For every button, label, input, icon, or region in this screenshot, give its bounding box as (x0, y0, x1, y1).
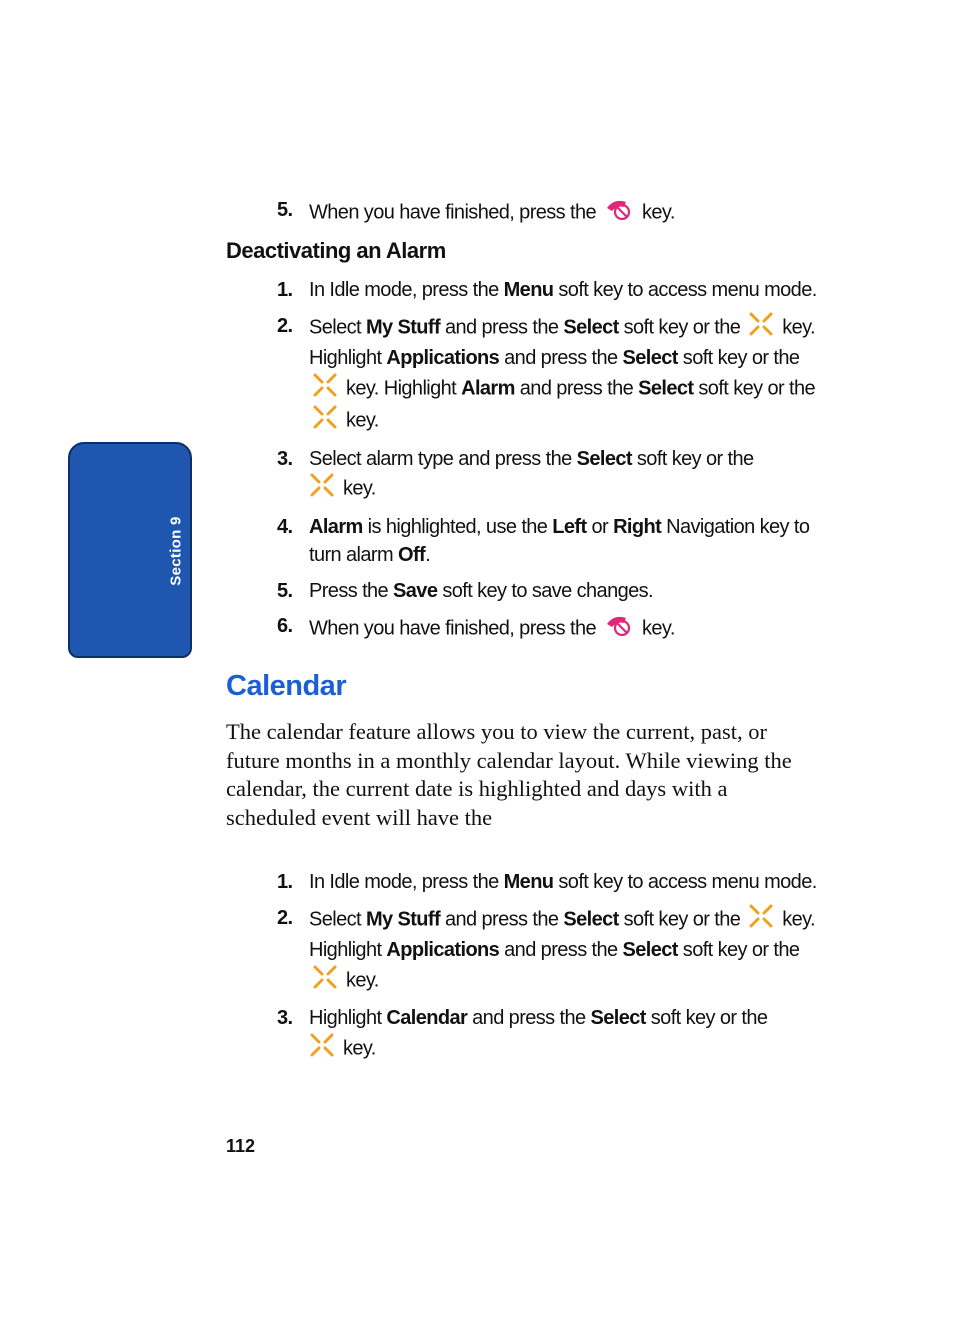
step-bold: Alarm (309, 515, 363, 538)
step-text: key. Highlight (309, 908, 815, 961)
end-key-icon (604, 196, 634, 231)
step-number: 6. (277, 615, 293, 637)
list-item (277, 312, 817, 438)
step-text: and press the (440, 908, 564, 931)
step-text: soft key or the (677, 347, 800, 369)
step-bold: Left (552, 515, 587, 538)
step-text: soft key to save changes. (437, 579, 653, 602)
step-text: Select (309, 908, 366, 931)
list-item (277, 445, 817, 506)
step-bold: Calendar (386, 1007, 468, 1029)
list-item (277, 513, 817, 570)
step-bold: My Stuff (365, 908, 441, 931)
list-item (277, 868, 817, 897)
step-bold: Right (613, 515, 662, 538)
step-number: 1. (277, 871, 293, 893)
page-number: 112 (226, 1136, 256, 1156)
step-number: 2. (277, 314, 293, 337)
step-number: 1. (277, 279, 293, 301)
step-bold: My Stuff (365, 316, 441, 339)
step-text: soft key or the (631, 447, 754, 470)
list-item (277, 276, 817, 305)
step-number: 2. (277, 906, 293, 929)
step-bold: Select (622, 347, 678, 369)
deactivate-step-list (277, 276, 817, 647)
step-text: When you have finished, press the (309, 617, 597, 640)
list-item (277, 1004, 817, 1065)
step-bold: Select (563, 316, 619, 339)
list-item (277, 904, 817, 998)
step-text: soft key or the (693, 377, 816, 400)
step-text: soft key to access menu mode. (553, 279, 817, 301)
step-text: and press the (499, 939, 623, 961)
step-bold: Off (398, 544, 426, 566)
step-text: key. (641, 617, 675, 640)
subheading: Deactivating an Alarm (226, 238, 446, 263)
step-text: is highlighted (362, 515, 477, 538)
step-text: soft key or the (677, 939, 800, 961)
step-text: soft key or the (618, 908, 741, 931)
step-text: Select (309, 316, 366, 339)
step-text: and press the (440, 316, 564, 339)
step-bold: Select (622, 939, 678, 961)
step-text: key. (342, 477, 376, 500)
step-text: or (586, 515, 614, 538)
step-text: key. (641, 201, 675, 224)
nav-key-icon (312, 373, 338, 406)
step-text: soft key or the (618, 316, 741, 339)
step-bold: Select (590, 1007, 646, 1029)
step-bold: Menu (503, 871, 554, 893)
list-item (277, 196, 817, 231)
step-text: Navigation key to turn alarm (309, 515, 810, 566)
step-number: 4. (277, 515, 293, 538)
step-bold: Select (563, 908, 619, 931)
step-bold: Alarm (461, 377, 515, 400)
list-item (277, 612, 817, 647)
section-title: Calendar (226, 670, 347, 702)
list-item (277, 577, 817, 606)
top-step-list (277, 196, 817, 231)
step-text: In Idle mode, press the (309, 279, 504, 301)
step-bold: Select (576, 447, 632, 470)
step-number: 5. (277, 579, 293, 602)
nav-key-icon (309, 473, 335, 506)
step-text: key. (342, 1037, 376, 1060)
step-text: . (425, 544, 431, 566)
step-text: key. Highlight (345, 377, 462, 400)
step-text: and press the (467, 1007, 591, 1029)
step-text: Highlight (309, 1007, 387, 1029)
step-bold: Applications (386, 347, 500, 369)
step-number: 3. (277, 1007, 293, 1029)
calendar-step-list (277, 868, 817, 1065)
step-bold: Applications (386, 939, 500, 961)
step-text: key. (345, 409, 379, 432)
nav-key-icon (309, 1033, 335, 1066)
step-text: In Idle mode, press the (309, 871, 504, 893)
step-bold: Save (393, 579, 438, 602)
step-text: Select alarm type and press the (309, 447, 577, 470)
step-text: key. (345, 969, 379, 992)
step-text: soft key to access menu mode. (553, 871, 817, 893)
section-tab-label: Section 9 (167, 516, 185, 586)
step-text: , use the (476, 515, 553, 538)
step-text: Press the (309, 579, 394, 602)
step-bold: Select (638, 377, 694, 400)
step-number: 3. (277, 447, 293, 470)
nav-key-icon (312, 965, 338, 998)
step-bold: Menu (503, 279, 554, 301)
step-text: and press the (499, 347, 623, 369)
calendar-paragraph: The calendar feature allows you to view the current, past, or future months in a monthly calendar layout. While viewing the calendar, the current date is highlighted and days with a scheduled event will have the (226, 719, 792, 830)
step-number: 5. (277, 199, 293, 221)
step-text: When you have finished, press the (309, 201, 597, 224)
step-text: and press the (514, 377, 639, 400)
nav-key-icon (312, 405, 338, 438)
nav-key-icon (748, 904, 774, 937)
end-key-icon (604, 612, 634, 647)
nav-key-icon (748, 312, 774, 345)
step-text: key. Highlight (309, 316, 815, 369)
step-text: soft key or the (645, 1007, 768, 1029)
